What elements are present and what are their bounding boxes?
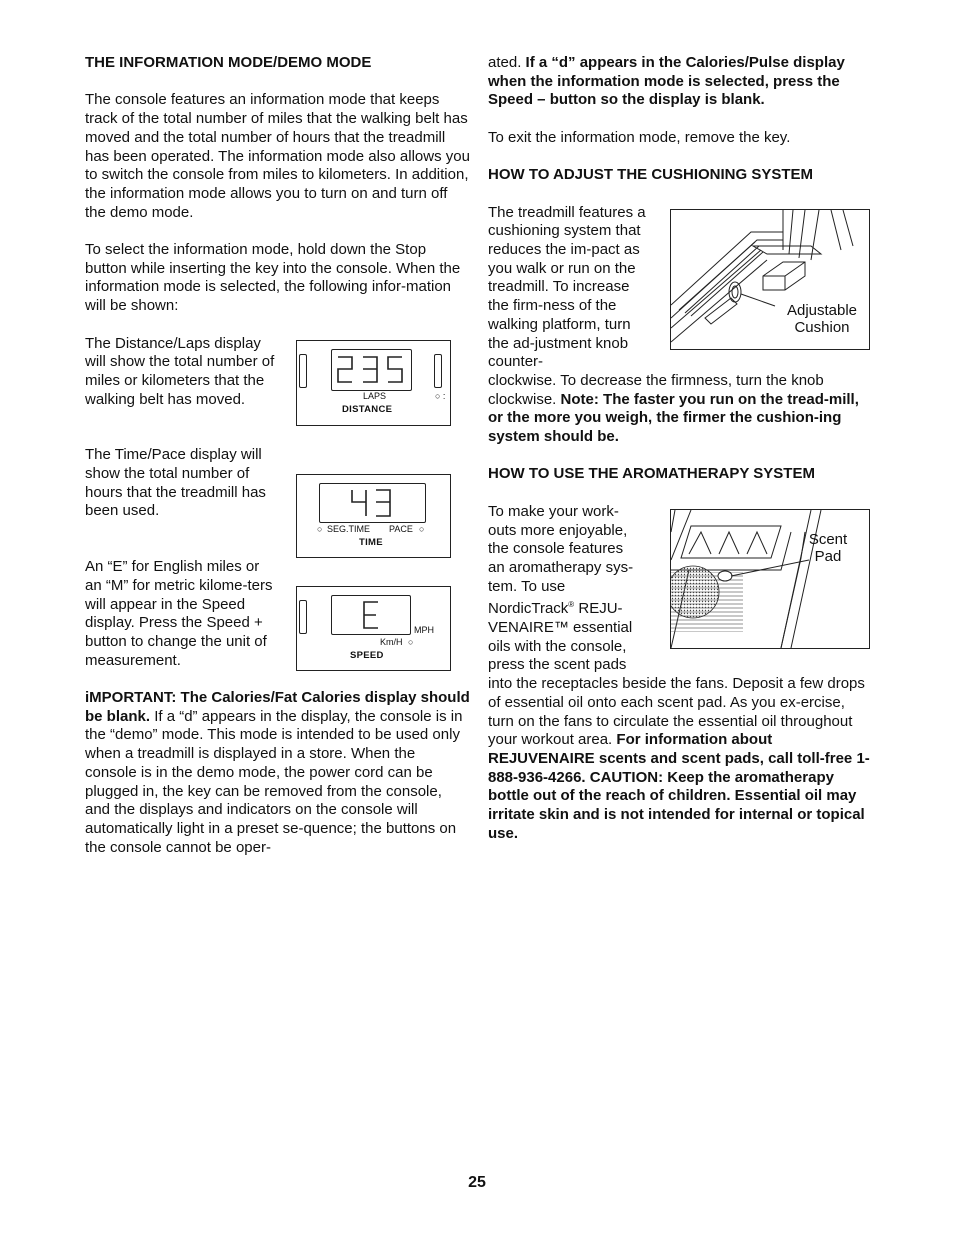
distance-display-figure [296, 340, 451, 426]
right-column [488, 54, 873, 843]
speed-digits-graphic [332, 596, 410, 634]
cushion-text-wide [488, 372, 873, 447]
cushion-figure [670, 209, 870, 350]
demo-mode-continuation-bold: If a “d” appears in the Calories/Pulse display when the information mode is selected, press the Speed – button so the display is blank. [488, 54, 845, 109]
aroma-text-narrow-2: REJU-VENAIRE™ essential oils with the console, press the scent pads [488, 600, 633, 674]
time-digits-graphic [320, 484, 425, 522]
speed-lcd [331, 595, 411, 635]
aroma-figure [670, 509, 870, 649]
aroma-text-wide-plain: into the receptacles beside the fans. Deposit a few drops of essential oil onto each scent pad. As you ex-ercise, turn on the fans to circulate the essential oil throughout your workout area. [488, 675, 865, 749]
left-bracket [299, 600, 307, 634]
time-lcd [319, 483, 426, 523]
important-note-rest: If a “d” appears in the display, the console is in the “demo” mode. This mode is intended to be used only when a treadmill is displayed in a store. When the console is in the demo mode, the power cord can be plugged in, the key can be removed from the console, and the displays and indicators on the console will automatically light in a preset se-quence; the buttons on the console cannot be oper- [85, 707, 463, 856]
kmh-label: Km/H [380, 637, 403, 647]
laps-indicator-icon: ○ : [435, 391, 446, 401]
laps-label: LAPS [363, 391, 387, 401]
distance-label: DISTANCE [342, 404, 393, 415]
speed-display-figure [296, 586, 451, 671]
info-mode-paragraph-1: The console features an information mode that keeps track of the total number of miles that the walking belt has moved and the total number of hours that the treadmill has been operated. The information mode also allows you to switch the console from miles to kilometers. In addition, the information mode allows you to turn on and turn off the demo mode. [85, 91, 470, 221]
time-label: TIME [359, 537, 383, 548]
distance-lcd [331, 349, 412, 391]
mph-label: MPH [414, 625, 434, 635]
demo-mode-continuation [488, 54, 873, 110]
registered-mark: ® [568, 600, 575, 610]
adjustable-cushion-callout: Adjustable Cushion [786, 302, 858, 336]
time-description: The Time/Pace display will show the total number of hours that the treadmill has been used. [85, 446, 266, 520]
cushion-text-wide-plain: clockwise. To decrease the firmness, turn the knob clockwise. [488, 371, 824, 408]
page-number: 25 [468, 1174, 486, 1191]
cushion-heading: HOW TO ADJUST THE CUSHIONING SYSTEM [488, 166, 814, 184]
pace-label: PACE [389, 524, 413, 534]
speed-label: SPEED [350, 650, 384, 661]
distance-digits-graphic [332, 350, 411, 390]
segtime-indicator-icon: ○ [317, 524, 323, 534]
aroma-text-wide [488, 675, 873, 843]
aroma-heading: HOW TO USE THE AROMATHERAPY SYSTEM [488, 465, 815, 483]
speed-description: An “E” for English miles or an “M” for metric kilome-ters will appear in the Speed display. Press the Speed + button to change the unit of measurement. [85, 558, 273, 669]
left-bracket [299, 354, 307, 388]
pace-indicator-icon: ○ [419, 524, 425, 534]
exit-info-mode-text: To exit the information mode, remove the key. [488, 128, 791, 146]
cushion-text-wide-bold: Note: The faster you run on the tread-mill, or the more you weigh, the firmer the cushion-ing system should be. [488, 390, 859, 446]
distance-description: The Distance/Laps display will show the total number of miles or kilometers that the walking belt has moved. [85, 334, 275, 408]
info-mode-paragraph-2: To select the information mode, hold down the Stop button while inserting the key into the console. When the information mode is selected, the following infor-mation will be shown: [85, 241, 461, 315]
aroma-text-wide-bold: For information about REJUVENAIRE scents and scent pads, call toll-free 1-888-936-4266. CAUTION: Keep the aromatherapy bottle out of the reach of children. Essential oil may irritate skin and is not intended for internal or topical use. [488, 731, 870, 842]
important-note [85, 689, 470, 857]
scent-pad-callout: Scent Pad [808, 531, 848, 565]
aroma-text-narrow-1: To make your work-outs more enjoyable, the console features an aromatherapy sys-tem. To use NordicTrack [488, 502, 634, 618]
segtime-label: SEG.TIME [327, 524, 371, 534]
aroma-text-narrow [488, 503, 643, 675]
demo-mode-continuation-plain: ated. [488, 54, 526, 71]
info-mode-heading: THE INFORMATION MODE/DEMO MODE [85, 54, 372, 71]
time-display-figure [296, 474, 451, 558]
kmh-indicator-icon: ○ [408, 637, 414, 647]
left-column [85, 54, 470, 857]
right-bracket [434, 354, 442, 388]
important-note-bold: iMPORTANT: The Calories/Fat Calories display should be blank. [85, 689, 470, 725]
cushion-text-narrow: The treadmill features a cushioning system that reduces the im-pact as you walk or run on the treadmill. To increase the firm-ness of the walking platform, turn the ad-justment knob counter- [488, 203, 646, 371]
